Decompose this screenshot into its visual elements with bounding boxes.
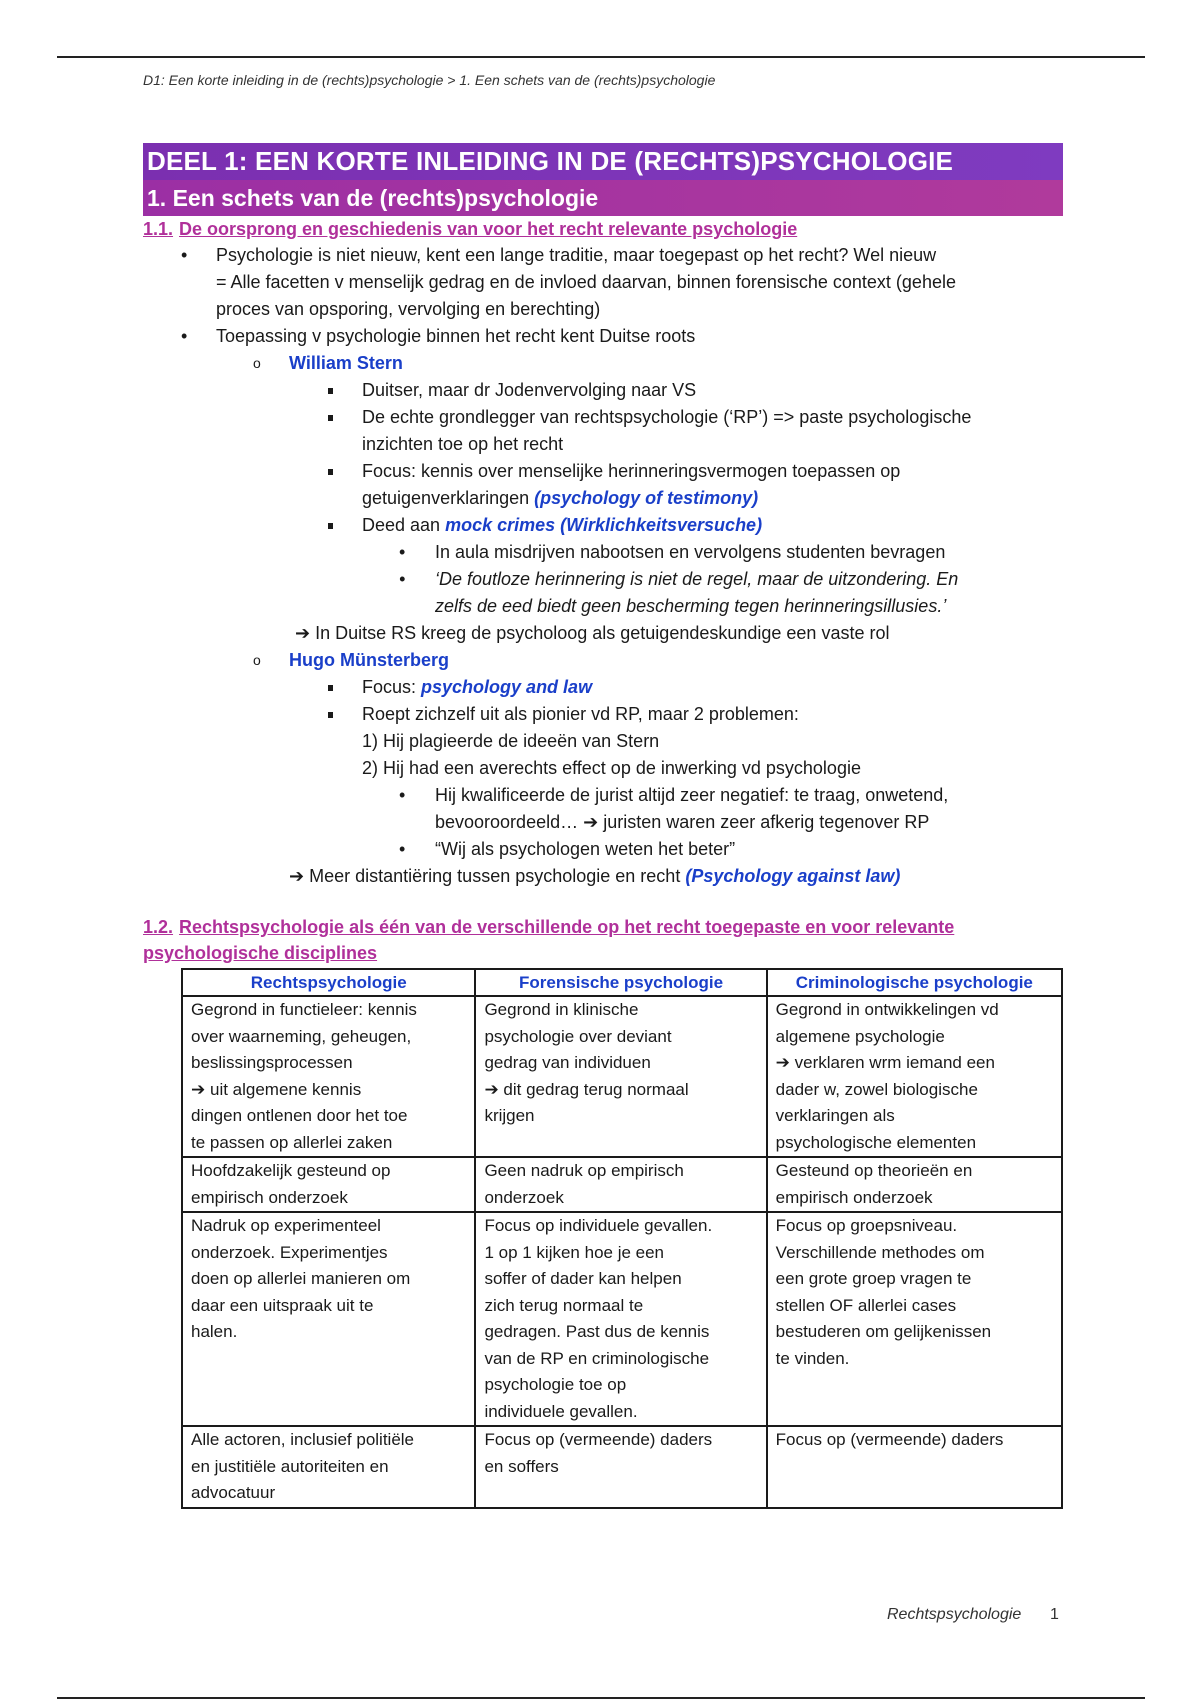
- column-header: Criminologische psychologie: [767, 969, 1062, 996]
- detail-bullet-continuation: bevooroordeeld… ➔ juristen waren zeer afkerig tegenover RP: [435, 812, 930, 832]
- section-1-2-title-continuation: psychologische disciplines: [143, 943, 378, 963]
- sub-bullet: Focus: kennis over menselijke herinneringsvermogen toepassen op: [143, 458, 1063, 485]
- table-cell: Alle actoren, inclusief politiële en justitiële autoriteiten en advocatuur: [182, 1426, 475, 1508]
- arrow-right-icon: ➔: [289, 866, 305, 886]
- footer-rule: [57, 1697, 1145, 1699]
- section-1-2-title: 1.2. Rechtspsychologie als één van de verschillende op het recht toegepaste en voor relevante: [143, 917, 955, 937]
- table-cell: Hoofdzakelijk gesteund op empirisch onderzoek: [182, 1157, 475, 1212]
- table-cell: Focus op groepsniveau. Verschillende methodes om een grote groep vragen te stellen OF allerlei cases bestuderen om gelijkenissen te vinden.: [767, 1212, 1062, 1426]
- column-header: Forensische psychologie: [475, 969, 766, 996]
- header-rule: [57, 56, 1145, 58]
- table-cell: Focus op (vermeende) daders en soffers: [475, 1426, 766, 1508]
- part-title: DEEL 1: EEN KORTE INLEIDING IN DE (RECHTS)PSYCHOLOGIE: [143, 143, 1063, 180]
- footer-title: Rechtspsychologie: [887, 1606, 1022, 1623]
- arrow-right-icon: ➔: [295, 623, 311, 643]
- term-mock-crimes: mock crimes (Wirklichkeitsversuche): [445, 515, 763, 535]
- table-cell: Focus op (vermeende) daders: [767, 1426, 1062, 1508]
- table-header-row: [182, 969, 1062, 996]
- page-content: [143, 143, 1063, 1509]
- detail-bullet: • Hij kwalificeerde de jurist altijd zeer negatief: te traag, onwetend,: [143, 782, 1063, 809]
- column-header: Rechtspsychologie: [182, 969, 475, 996]
- running-header: D1: Een korte inleiding in de (rechts)psychologie > 1. Een schets van de (rechts)psychologie: [143, 72, 716, 88]
- person-hugo-munsterberg: o Hugo Münsterberg: [143, 647, 1063, 674]
- sub-bullet: Duitser, maar dr Jodenvervolging naar VS: [143, 377, 1063, 404]
- bullet-psychologie-niet-nieuw: • Psychologie is niet nieuw, kent een lange traditie, maar toegepast op het recht? Wel nieuw: [143, 242, 1063, 269]
- table-cell: Nadruk op experimenteel onderzoek. Experimentjes doen op allerlei manieren om daar een uitspraak uit te halen.: [182, 1212, 475, 1426]
- problem-2: 2) Hij had een averechts effect op de inwerking vd psychologie: [362, 758, 861, 778]
- section-1-1-title: 1.1. De oorsprong en geschiedenis van voor het recht relevante psychologie: [143, 219, 798, 239]
- table-row: [182, 1157, 1062, 1212]
- bullet-continuation: = Alle facetten v menselijk gedrag en de invloed daarvan, binnen forensische context (gehele: [216, 272, 956, 292]
- conclusion-stern: ➔ In Duitse RS kreeg de psycholoog als getuigendeskundige een vaste rol: [295, 623, 890, 643]
- arrow-right-icon: ➔: [191, 1079, 206, 1099]
- table-row: [182, 996, 1062, 1157]
- chapter-title: 1. Een schets van de (rechts)psychologie: [143, 180, 1063, 216]
- bullet-duitse-roots: • Toepassing v psychologie binnen het recht kent Duitse roots: [143, 323, 1063, 350]
- quote-stern: • ‘De foutloze herinnering is niet de regel, maar de uitzondering. En: [143, 566, 1063, 593]
- conclusion-munsterberg: ➔ Meer distantiëring tussen psychologie en recht (Psychology against law): [289, 866, 901, 886]
- comparison-table: [181, 968, 1063, 1509]
- table-cell: Gegrond in klinische psychologie over deviant gedrag van individuen ➔ dit gedrag terug normaal krijgen: [475, 996, 766, 1157]
- table-row: [182, 1426, 1062, 1508]
- arrow-right-icon: ➔: [583, 812, 599, 832]
- sub-bullet-continuation: getuigenverklaringen (psychology of testimony): [362, 488, 759, 508]
- sub-bullet: Roept zichzelf uit als pionier vd RP, maar 2 problemen:: [143, 701, 1063, 728]
- term-psychology-and-law: psychology and law: [421, 677, 593, 697]
- sub-bullet: De echte grondlegger van rechtspsychologie (‘RP’) => paste psychologische: [143, 404, 1063, 431]
- sub-bullet-continuation: inzichten toe op het recht: [362, 434, 564, 454]
- arrow-right-icon: ➔: [484, 1079, 499, 1099]
- detail-bullet: • In aula misdrijven nabootsen en vervolgens studenten bevragen: [143, 539, 1063, 566]
- page-number: 1: [1050, 1606, 1059, 1623]
- term-psychology-of-testimony: (psychology of testimony): [534, 488, 759, 508]
- table-cell: Focus op individuele gevallen. 1 op 1 kijken hoe je een soffer of dader kan helpen zich terug normaal te gedragen. Past dus de kennis van de RP en criminologische psychologie toe op individuele gevallen.: [475, 1212, 766, 1426]
- term-psychology-against-law: (Psychology against law): [685, 866, 901, 886]
- person-william-stern: o William Stern: [143, 350, 1063, 377]
- table-cell: Geen nadruk op empirisch onderzoek: [475, 1157, 766, 1212]
- problem-1: 1) Hij plagieerde de ideeën van Stern: [362, 731, 660, 751]
- sub-bullet: Focus: psychology and law: [143, 674, 1063, 701]
- detail-bullet: • “Wij als psychologen weten het beter”: [143, 836, 1063, 863]
- arrow-right-icon: ➔: [775, 1053, 790, 1072]
- bullet-continuation: proces van opsporing, vervolging en berechting): [216, 299, 601, 319]
- table-cell: Gegrond in ontwikkelingen vd algemene psychologie ➔ verklaren wrm iemand een dader w, zowel biologische verklaringen als psychologische elementen: [767, 996, 1062, 1157]
- table-row: [182, 1212, 1062, 1426]
- table-cell: Gegrond in functieleer: kennis over waarneming, geheugen, beslissingsprocessen ➔ uit algemene kennis dingen ontlenen door het toe te passen op allerlei zaken: [182, 996, 475, 1157]
- sub-bullet: Deed aan mock crimes (Wirklichkeitsversuche): [143, 512, 1063, 539]
- table-cell: Gesteund op theorieën en empirisch onderzoek: [767, 1157, 1062, 1212]
- quote-stern-continuation: zelfs de eed biedt geen bescherming tegen herinneringsillusies.’: [435, 596, 947, 616]
